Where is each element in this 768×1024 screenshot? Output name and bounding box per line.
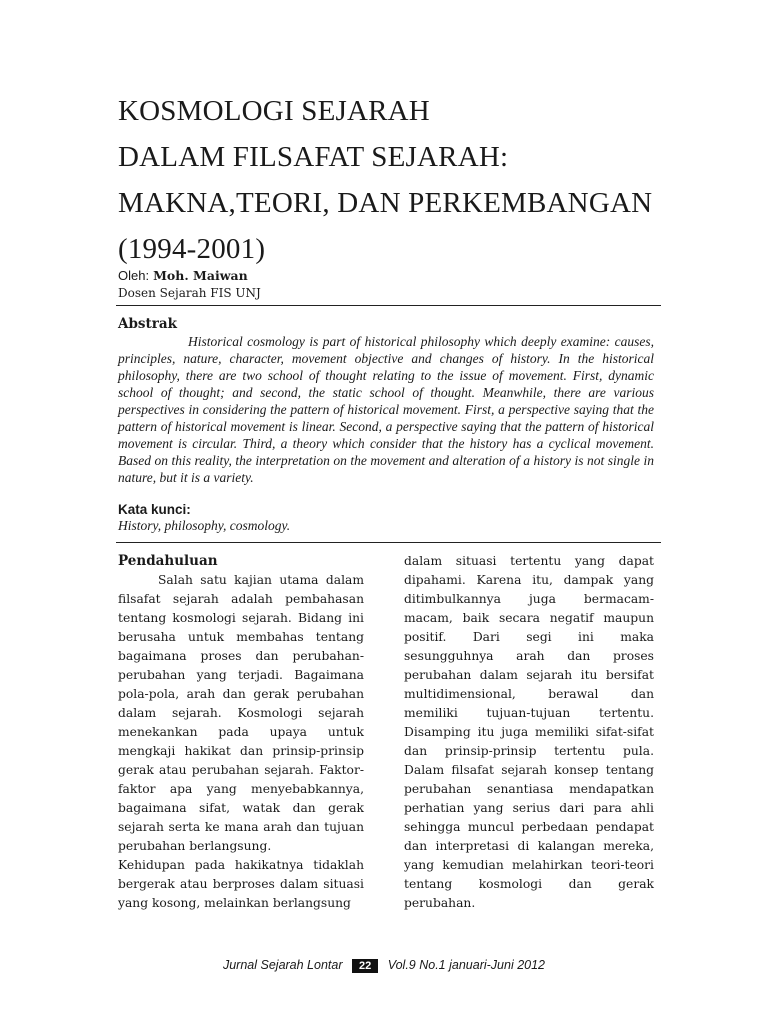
journal-name: Jurnal Sejarah Lontar [222, 958, 343, 972]
left-column [118, 571, 364, 913]
page-number: 22 [352, 959, 378, 973]
intro-heading: Pendahuluan [118, 553, 218, 569]
abstract-heading: Abstrak [118, 316, 177, 332]
keywords-heading: Kata kunci: [118, 502, 191, 517]
right-column [404, 552, 654, 913]
intro-paragraph-1: Salah satu kajian utama dalam filsafat sejarah adalah pembahasan tentang kosmologi sejarah. Bidang ini berusaha untuk membahas tentang bagaimana proses dan perubahan-perubahan yang terjadi. Bagaimana pola-pola, arah dan gerak perubahan dalam sejarah. Kosmologi sejarah menekankan pada upaya untuk mengkaji hakikat dan prinsip-prinsip gerak atau perubahan sejarah. Faktor-faktor apa yang menyebabkannya, bagaimana sifat, watak dan gerak sejarah serta ke mana arah dan tujuan perubahan berlangsung. [118, 573, 364, 853]
abstract-text: Historical cosmology is part of historical philosophy which deeply examine: causes, principles, nature, character, movement objective and changes of history. In the historical philosophy, there are two school of thought relating to the issue of movement. First, dynamic school of thought; and second, the static school of thought. Meanwhile, there are various perspectives in considering the pattern of historical movement. First, a perspective saying that the pattern of historical movement is linear. Second, a perspective saying that the pattern of historical movement is circular. Third, a theory which consider that the history has a cyclical movement. Based on this reality, the interpretation on the movement and alteration of a history is not single in nature, but it is a variety. [118, 334, 654, 485]
keywords-text: History, philosophy, cosmology. [118, 518, 291, 533]
intro-paragraph-2: Kehidupan pada hakikatnya tidaklah bergerak atau berproses dalam situasi yang kosong, melainkan berlangsung [118, 858, 364, 910]
author-line [118, 268, 248, 284]
journal-issue: Vol.9 No.1 januari-Juni 2012 [387, 958, 546, 972]
author-label: Oleh: [118, 268, 150, 283]
divider [116, 305, 661, 306]
title-line: (1994-2001) [118, 233, 266, 265]
intro-paragraph-continued: dalam situasi tertentu yang dapat dipahami. Karena itu, dampak yang ditimbulkannya juga bermacam-macam, baik secara negatif maupun positif. Dari segi ini maka sesungguhnya arah dan proses perubahan dalam sejarah itu bersifat multidimensional, berawal dan memiliki tujuan-tujuan tertentu. Disamping itu juga memiliki sifat-sifat dan prinsip-prinsip tertentu pula. Dalam filsafat sejarah konsep tentang perubahan senantiasa mendapatkan perhatian yang serius dari para ahli sehingga muncul perbedaan pendapat dan interpretasi di kalangan mereka, yang kemudian melahirkan teori-teori tentang kosmologi dan gerak perubahan. [404, 554, 654, 910]
title-line: DALAM FILSAFAT SEJARAH: [118, 141, 509, 173]
author-affiliation: Dosen Sejarah FIS UNJ [118, 286, 261, 300]
article-title [118, 88, 718, 272]
title-line: MAKNA,TEORI, DAN PERKEMBANGAN [118, 187, 653, 219]
author-name: Moh. Maiwan [153, 268, 248, 283]
title-line: KOSMOLOGI SEJARAH [118, 95, 430, 127]
divider [116, 542, 661, 543]
page-footer [0, 958, 768, 973]
